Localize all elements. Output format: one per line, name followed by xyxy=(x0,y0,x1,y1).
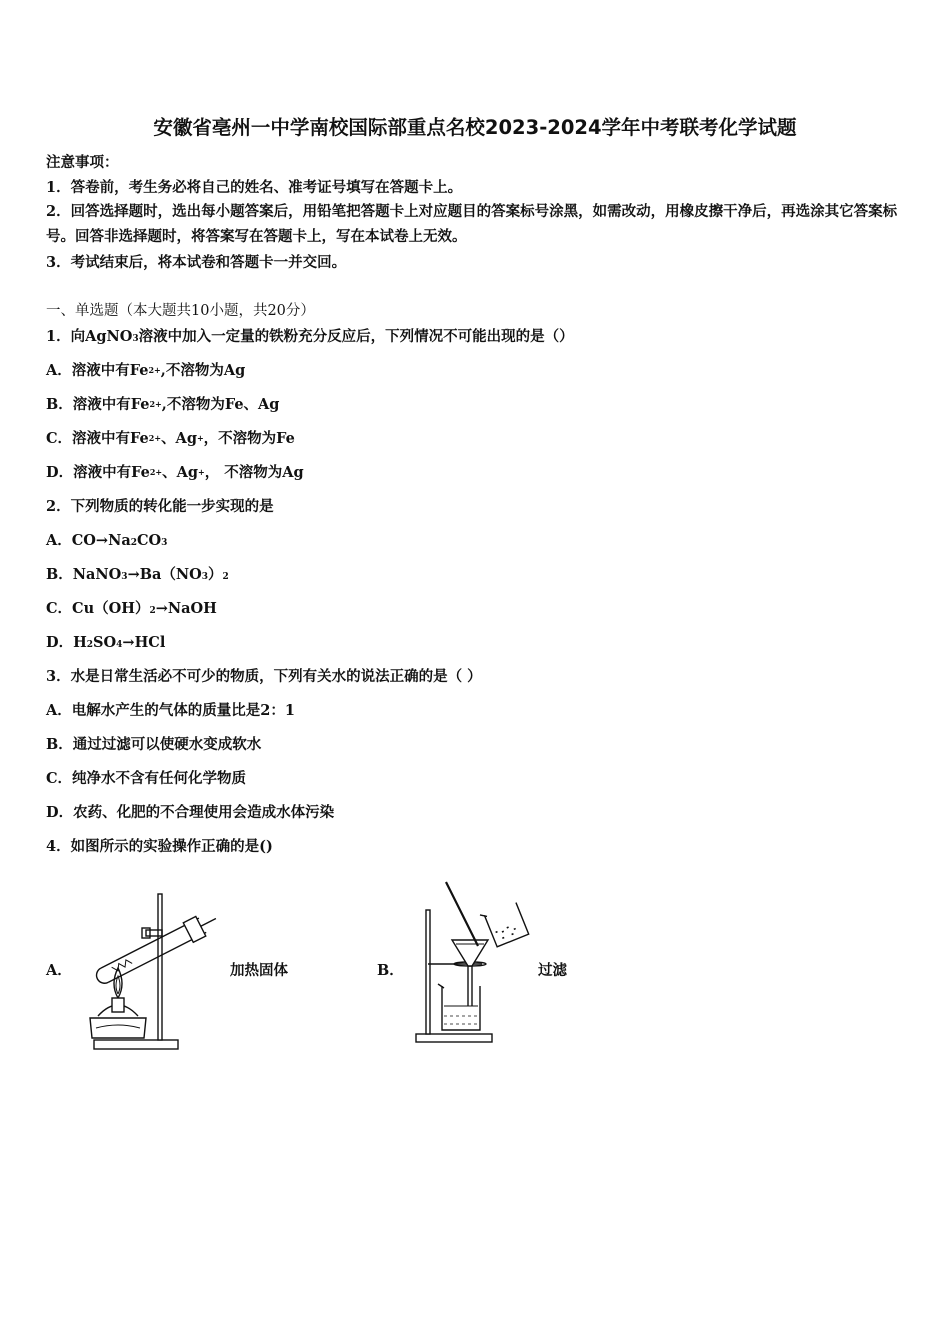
q1-option-c: C．溶液中有$Fe^{2+}$、Ag+，不溶物为Fe xyxy=(46,430,295,447)
question-3-stem: 3．水是日常生活必不可少的物质，下列有关水的说法正确的是（ ） xyxy=(46,668,482,685)
notice-item-1: 1．答卷前，考生务必将自己的姓名、准考证号填写在答题卡上。 xyxy=(46,179,463,196)
q2-option-c: C．$Cu(OH)_2\to NaOH$ xyxy=(46,600,217,617)
question-4-stem: 4．如图所示的实验操作正确的是() xyxy=(46,838,273,855)
q2-option-a: A．$CO\to Na_2CO_3$ xyxy=(46,532,168,549)
arrow-icon: → xyxy=(127,566,140,583)
q4-option-a-label: A． xyxy=(46,962,72,979)
notice-item-3: 3．考试结束后，将本试卷和答题卡一并交回。 xyxy=(46,254,347,271)
heating-solid-apparatus-figure xyxy=(78,888,228,1054)
q4-option-b-caption: 过滤 xyxy=(538,962,567,979)
question-1-stem: 1．向AgNO$_3$溶液中加入一定量的铁粉充分反应后，下列情况不可能出现的是（） xyxy=(46,328,574,345)
arrow-icon: → xyxy=(95,532,109,549)
q2-option-b: B．$NaNO_3\to Ba(NO_3)_2$ xyxy=(46,566,229,583)
q3-option-c: C．纯净水不含有任何化学物质 xyxy=(46,770,247,787)
q1-option-d: D．溶液中有$Fe^{2+}$、Ag+， 不溶物为Ag xyxy=(46,464,304,481)
question-2-stem: 2．下列物质的转化能一步实现的是 xyxy=(46,498,274,515)
q1-option-b: B．溶液中有$Fe^{2+}$,不溶物为Fe、Ag xyxy=(46,396,280,413)
q3-option-b: B．通过过滤可以使硬水变成软水 xyxy=(46,736,262,753)
notice-item-2: 2．回答选择题时，选出每小题答案后，用铅笔把答题卡上对应题目的答案标号涂黑，如需改动，用橡皮擦干净后，再选涂其它答案标号。回答非选择题时，将答案写在答题卡上，写在本试卷上无效。 xyxy=(46,203,898,245)
arrow-icon: → xyxy=(155,600,168,617)
notice-heading: 注意事项： xyxy=(46,154,119,171)
q2-option-d: D．$H_2SO_4\to HCl$ xyxy=(46,634,166,651)
arrow-icon: → xyxy=(122,634,135,651)
section-heading: 一、单选题（本大题共10小题，共20分） xyxy=(46,303,315,319)
q3-option-a: A．电解水产生的气体的质量比是2：1 xyxy=(46,702,295,719)
q4-option-b-label: B． xyxy=(377,962,404,979)
q4-option-a-caption: 加热固体 xyxy=(230,962,288,979)
page-title: 安徽省亳州一中学南校国际部重点名校2023-2024学年中考联考化学试题 xyxy=(153,116,797,139)
q3-option-d: D．农药、化肥的不合理使用会造成水体污染 xyxy=(46,804,335,821)
filtration-apparatus-figure xyxy=(412,878,536,1048)
q1-option-a: A．溶液中有$Fe^{2+}$,不溶物为Ag xyxy=(46,362,246,379)
